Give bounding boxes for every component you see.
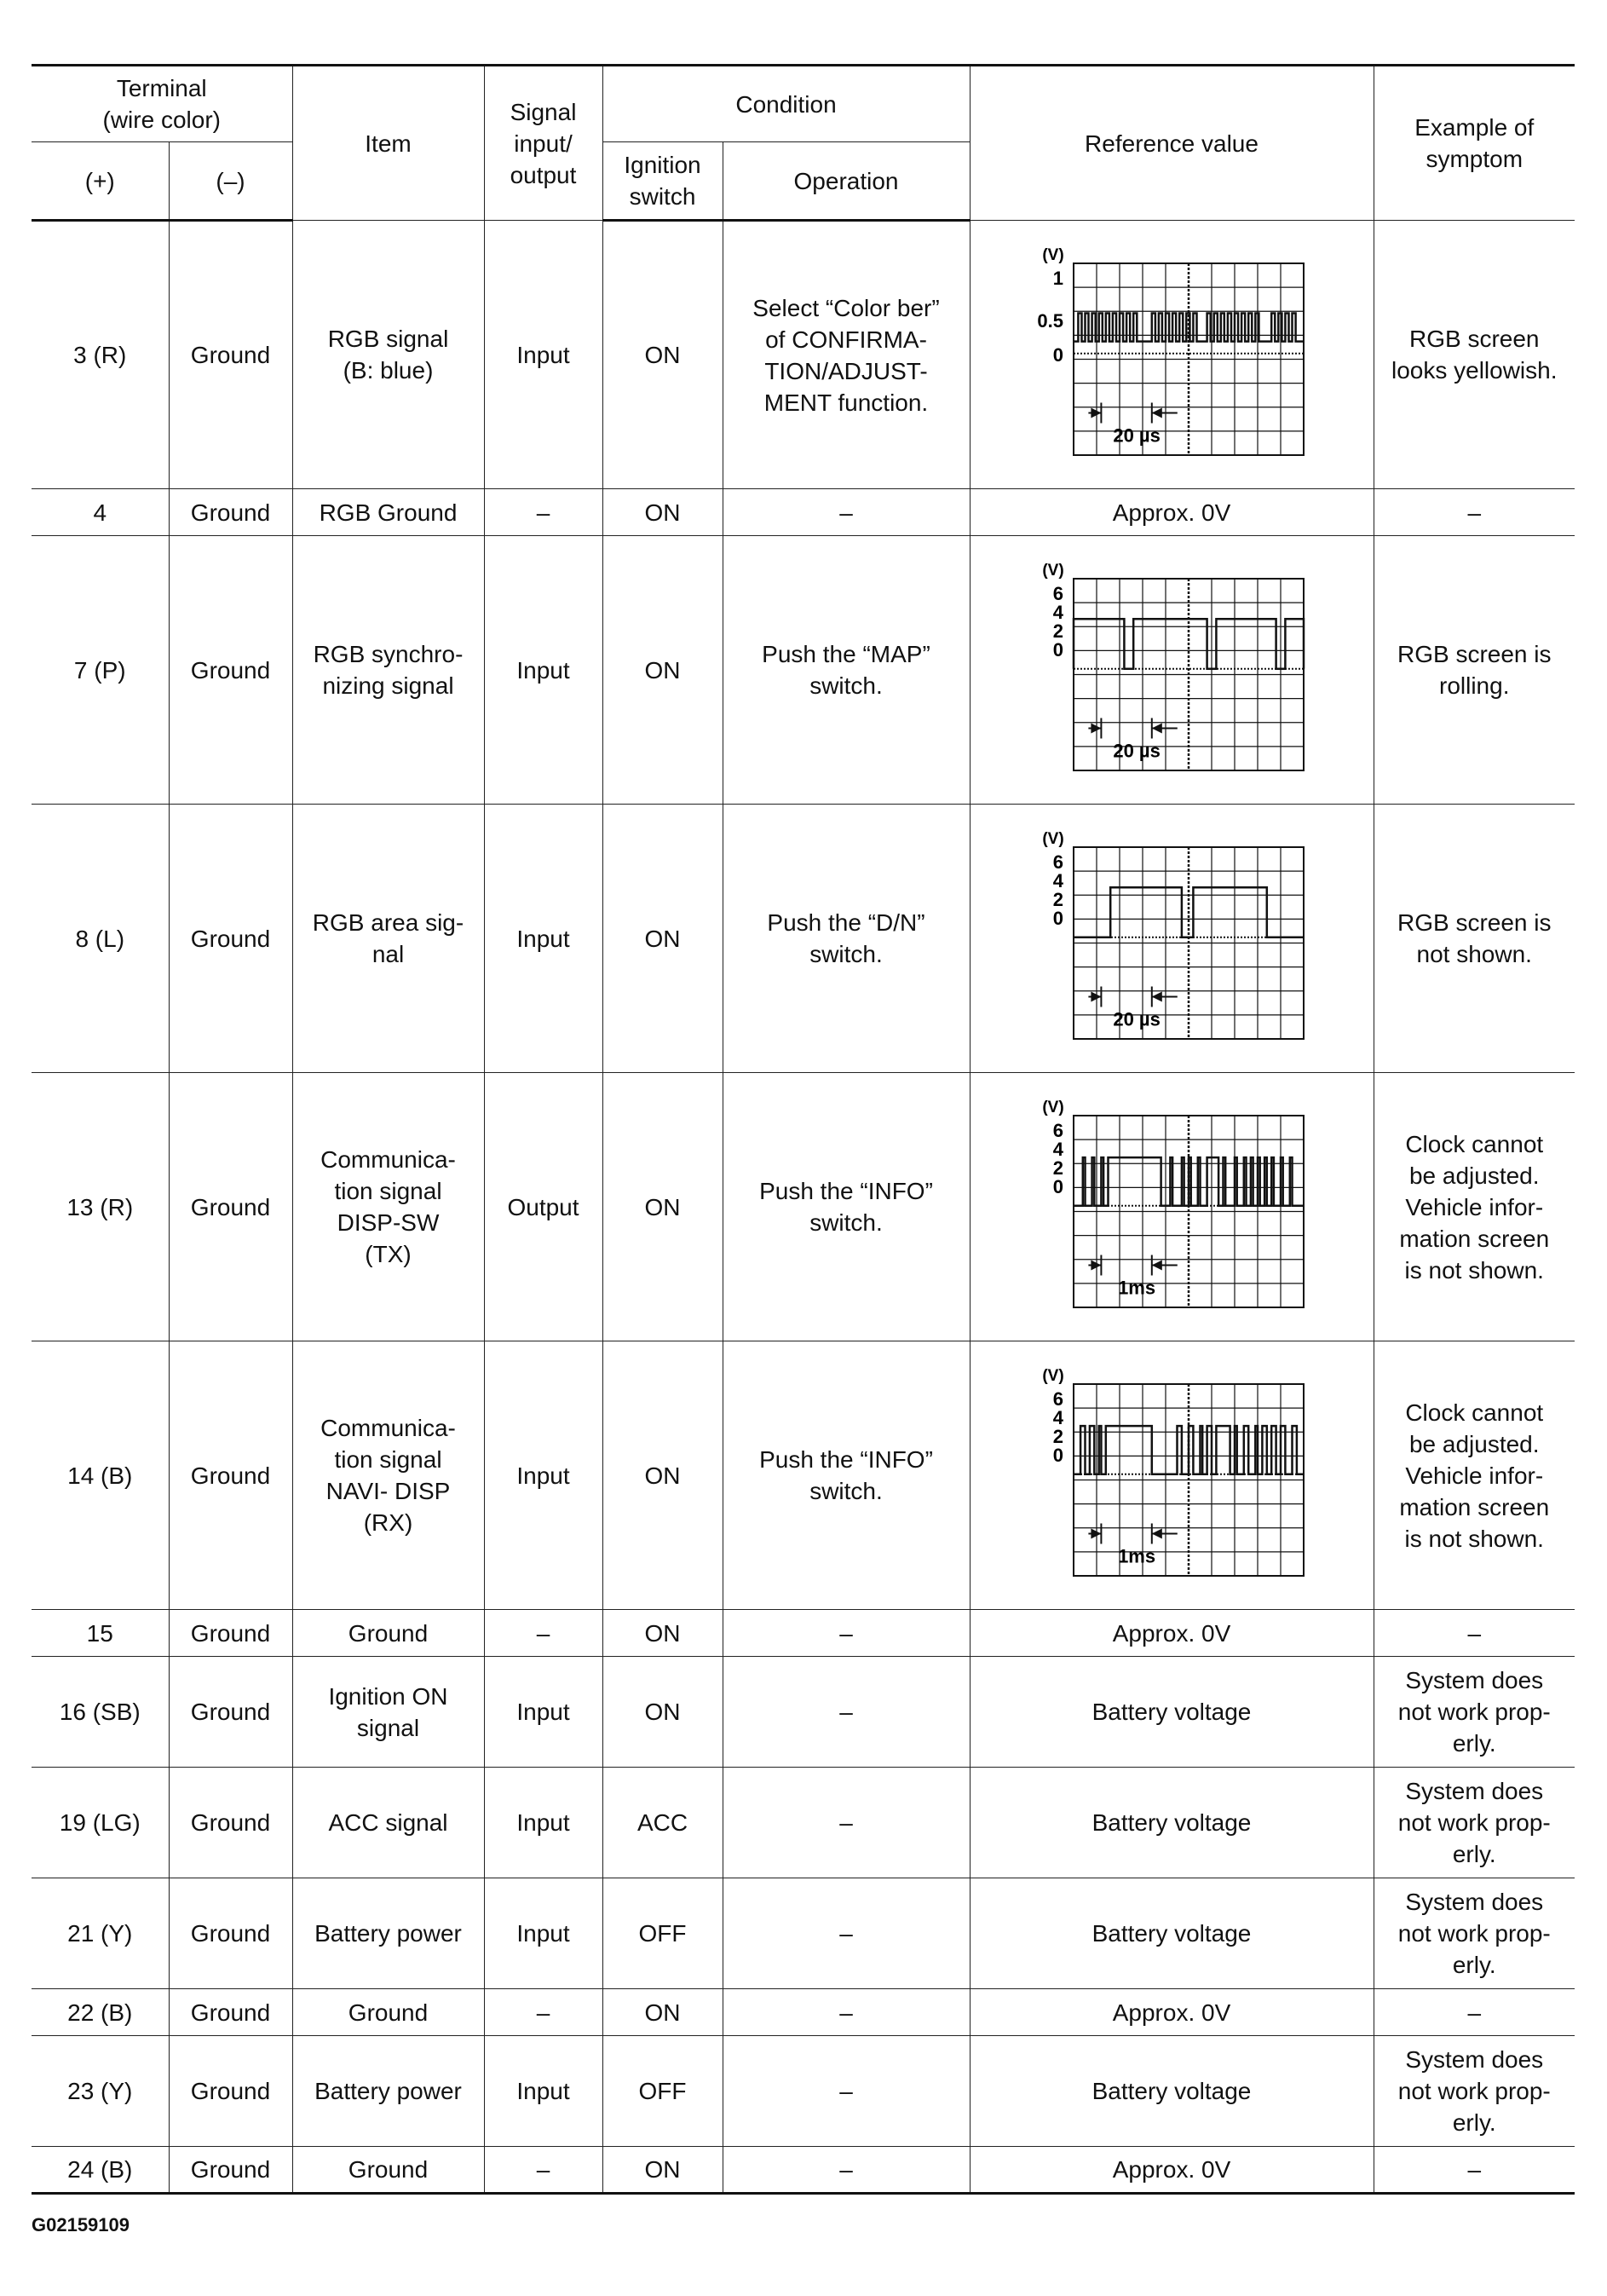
- item-cell: Ground: [292, 1989, 484, 2036]
- symptom-cell: RGB screen is not shown.: [1374, 805, 1575, 1073]
- scope-y-label: 0: [1052, 344, 1063, 366]
- table-row: [32, 1657, 1575, 1768]
- ignition-switch-cell: ON: [602, 1073, 723, 1341]
- terminal-minus-cell: Ground: [169, 1073, 292, 1341]
- ignition-switch-cell: ON: [602, 489, 723, 536]
- header-signal: Signal input/ output: [484, 66, 602, 221]
- item-cell: RGB synchro- nizing signal: [292, 536, 484, 805]
- terminal-spec-table: [32, 64, 1575, 2195]
- reference-value-cell: [970, 1073, 1374, 1341]
- terminal-plus-cell: 4: [32, 489, 169, 536]
- scope-time-label: 1ms: [1118, 1545, 1156, 1567]
- header-ignition: Ignition switch: [602, 142, 723, 221]
- operation-cell: –: [723, 1768, 970, 1878]
- table-row: [32, 1341, 1575, 1610]
- reference-value-cell: Battery voltage: [970, 1657, 1374, 1768]
- header-terminal: Terminal (wire color): [32, 66, 292, 142]
- table-row: [32, 2147, 1575, 2194]
- header-symptom: Example of symptom: [1374, 66, 1575, 221]
- table-row: [32, 1610, 1575, 1657]
- symptom-cell: Clock cannot be adjusted. Vehicle infor- mation screen is not shown.: [1374, 1341, 1575, 1610]
- terminal-minus-cell: Ground: [169, 1657, 292, 1768]
- scope-y-label: 4: [1052, 870, 1063, 891]
- scope-unit-label: (V): [1042, 832, 1064, 848]
- scope-y-label: 0: [1052, 908, 1063, 929]
- terminal-minus-cell: Ground: [169, 1878, 292, 1989]
- table-row: [32, 489, 1575, 536]
- symptom-cell: System does not work prop- erly.: [1374, 2036, 1575, 2147]
- symptom-cell: RGB screen looks yellowish.: [1374, 221, 1575, 489]
- scope-y-label: 2: [1052, 889, 1063, 910]
- scope-y-label: 2: [1052, 620, 1063, 642]
- header-operation: Operation: [723, 142, 970, 221]
- signal-io-cell: Input: [484, 1341, 602, 1610]
- operation-cell: –: [723, 1989, 970, 2036]
- figure-code: G02159109: [32, 2214, 130, 2235]
- reference-value-cell: Battery voltage: [970, 2036, 1374, 2147]
- scope-unit-label: (V): [1042, 1369, 1064, 1385]
- item-cell: Communica- tion signal NAVI- DISP (RX): [292, 1341, 484, 1610]
- terminal-plus-cell: 23 (Y): [32, 2036, 169, 2147]
- scope-y-label: 0: [1052, 1176, 1063, 1197]
- terminal-minus-cell: Ground: [169, 2036, 292, 2147]
- oscilloscope-rgb_sync: [1031, 563, 1312, 776]
- symptom-cell: RGB screen is rolling.: [1374, 536, 1575, 805]
- scope-time-label: 1ms: [1118, 1277, 1156, 1299]
- scope-y-label: 0.5: [1037, 310, 1063, 332]
- terminal-plus-cell: 16 (SB): [32, 1657, 169, 1768]
- symptom-cell: System does not work prop- erly.: [1374, 1878, 1575, 1989]
- scope-time-label: 20 µs: [1113, 1008, 1161, 1030]
- header-minus: (–): [169, 142, 292, 221]
- symptom-cell: –: [1374, 1989, 1575, 2036]
- terminal-minus-cell: Ground: [169, 489, 292, 536]
- terminal-plus-cell: 7 (P): [32, 536, 169, 805]
- terminal-plus-cell: 19 (LG): [32, 1768, 169, 1878]
- terminal-minus-cell: Ground: [169, 221, 292, 489]
- ignition-switch-cell: OFF: [602, 2036, 723, 2147]
- operation-cell: –: [723, 489, 970, 536]
- symptom-cell: –: [1374, 489, 1575, 536]
- signal-io-cell: –: [484, 1610, 602, 1657]
- oscilloscope-rgb_blue: [1031, 248, 1312, 461]
- reference-value-cell: Approx. 0V: [970, 489, 1374, 536]
- scope-y-label: 4: [1052, 1139, 1063, 1160]
- scope-unit-label: (V): [1042, 1100, 1064, 1116]
- header-condition: Condition: [602, 66, 970, 142]
- ignition-switch-cell: ON: [602, 1989, 723, 2036]
- signal-io-cell: Input: [484, 805, 602, 1073]
- symptom-cell: System does not work prop- erly.: [1374, 1768, 1575, 1878]
- terminal-plus-cell: 24 (B): [32, 2147, 169, 2194]
- operation-cell: Push the “INFO” switch.: [723, 1073, 970, 1341]
- table-row: [32, 805, 1575, 1073]
- signal-io-cell: Input: [484, 536, 602, 805]
- scope-y-label: 4: [1052, 1407, 1063, 1428]
- scope-unit-label: (V): [1042, 248, 1064, 264]
- ignition-switch-cell: ACC: [602, 1768, 723, 1878]
- table-row: [32, 2036, 1575, 2147]
- ignition-switch-cell: OFF: [602, 1878, 723, 1989]
- operation-cell: –: [723, 2147, 970, 2194]
- signal-io-cell: –: [484, 1989, 602, 2036]
- operation-cell: Select “Color ber” of CONFIRMA- TION/ADJUST- MENT function.: [723, 221, 970, 489]
- signal-io-cell: Input: [484, 1657, 602, 1768]
- terminal-plus-cell: 3 (R): [32, 221, 169, 489]
- reference-value-cell: Battery voltage: [970, 1768, 1374, 1878]
- scope-y-label: 2: [1052, 1157, 1063, 1179]
- operation-cell: –: [723, 2036, 970, 2147]
- table-row: [32, 1073, 1575, 1341]
- signal-io-cell: –: [484, 2147, 602, 2194]
- item-cell: Battery power: [292, 2036, 484, 2147]
- terminal-plus-cell: 21 (Y): [32, 1878, 169, 1989]
- reference-value-cell: [970, 1341, 1374, 1610]
- header-reference: Reference value: [970, 66, 1374, 221]
- item-cell: RGB Ground: [292, 489, 484, 536]
- terminal-plus-cell: 13 (R): [32, 1073, 169, 1341]
- terminal-minus-cell: Ground: [169, 2147, 292, 2194]
- signal-io-cell: –: [484, 489, 602, 536]
- reference-value-cell: Approx. 0V: [970, 1610, 1374, 1657]
- item-cell: Ground: [292, 2147, 484, 2194]
- reference-value-cell: Approx. 0V: [970, 1989, 1374, 2036]
- ignition-switch-cell: ON: [602, 805, 723, 1073]
- ignition-switch-cell: ON: [602, 1610, 723, 1657]
- operation-cell: Push the “MAP” switch.: [723, 536, 970, 805]
- symptom-cell: –: [1374, 1610, 1575, 1657]
- terminal-minus-cell: Ground: [169, 1610, 292, 1657]
- terminal-minus-cell: Ground: [169, 1341, 292, 1610]
- item-cell: Ground: [292, 1610, 484, 1657]
- reference-value-cell: [970, 536, 1374, 805]
- terminal-minus-cell: Ground: [169, 1768, 292, 1878]
- header-item: Item: [292, 66, 484, 221]
- item-cell: Communica- tion signal DISP-SW (TX): [292, 1073, 484, 1341]
- operation-cell: –: [723, 1878, 970, 1989]
- item-cell: ACC signal: [292, 1768, 484, 1878]
- signal-io-cell: Input: [484, 221, 602, 489]
- ignition-switch-cell: ON: [602, 221, 723, 489]
- table-row: [32, 536, 1575, 805]
- item-cell: Ignition ON signal: [292, 1657, 484, 1768]
- item-cell: RGB signal (B: blue): [292, 221, 484, 489]
- item-cell: Battery power: [292, 1878, 484, 1989]
- reference-value-cell: [970, 221, 1374, 489]
- scope-y-label: 4: [1052, 602, 1063, 623]
- table-row: [32, 221, 1575, 489]
- symptom-cell: –: [1374, 2147, 1575, 2194]
- symptom-cell: Clock cannot be adjusted. Vehicle infor- mation screen is not shown.: [1374, 1073, 1575, 1341]
- signal-io-cell: Input: [484, 2036, 602, 2147]
- ignition-switch-cell: ON: [602, 536, 723, 805]
- scope-time-label: 20 µs: [1113, 740, 1161, 762]
- ignition-switch-cell: ON: [602, 1657, 723, 1768]
- reference-value-cell: Approx. 0V: [970, 2147, 1374, 2194]
- terminal-minus-cell: Ground: [169, 805, 292, 1073]
- reference-value-cell: [970, 805, 1374, 1073]
- scope-y-label: 6: [1052, 583, 1063, 604]
- scope-y-label: 2: [1052, 1426, 1063, 1447]
- terminal-plus-cell: 15: [32, 1610, 169, 1657]
- terminal-plus-cell: 14 (B): [32, 1341, 169, 1610]
- scope-y-label: 6: [1052, 851, 1063, 873]
- oscilloscope-rgb_area: [1031, 832, 1312, 1045]
- scope-y-label: 6: [1052, 1388, 1063, 1410]
- oscilloscope-comm_rx: [1031, 1369, 1312, 1582]
- scope-y-label: 1: [1052, 268, 1063, 289]
- symptom-cell: System does not work prop- erly.: [1374, 1657, 1575, 1768]
- terminal-minus-cell: Ground: [169, 1989, 292, 2036]
- ignition-switch-cell: ON: [602, 1341, 723, 1610]
- operation-cell: Push the “D/N” switch.: [723, 805, 970, 1073]
- terminal-minus-cell: Ground: [169, 536, 292, 805]
- signal-io-cell: Input: [484, 1878, 602, 1989]
- ignition-switch-cell: ON: [602, 2147, 723, 2194]
- table-row: [32, 1768, 1575, 1878]
- scope-time-label: 20 µs: [1113, 424, 1161, 447]
- item-cell: RGB area sig- nal: [292, 805, 484, 1073]
- terminal-plus-cell: 22 (B): [32, 1989, 169, 2036]
- operation-cell: Push the “INFO” switch.: [723, 1341, 970, 1610]
- reference-value-cell: Battery voltage: [970, 1878, 1374, 1989]
- signal-io-cell: Input: [484, 1768, 602, 1878]
- scope-y-label: 0: [1052, 639, 1063, 661]
- table-row: [32, 1989, 1575, 2036]
- operation-cell: –: [723, 1657, 970, 1768]
- signal-io-cell: Output: [484, 1073, 602, 1341]
- oscilloscope-comm_tx: [1031, 1100, 1312, 1313]
- header-plus: (+): [32, 142, 169, 221]
- scope-y-label: 0: [1052, 1445, 1063, 1466]
- terminal-plus-cell: 8 (L): [32, 805, 169, 1073]
- scope-unit-label: (V): [1042, 563, 1064, 580]
- table-row: [32, 1878, 1575, 1989]
- operation-cell: –: [723, 1610, 970, 1657]
- scope-y-label: 6: [1052, 1120, 1063, 1141]
